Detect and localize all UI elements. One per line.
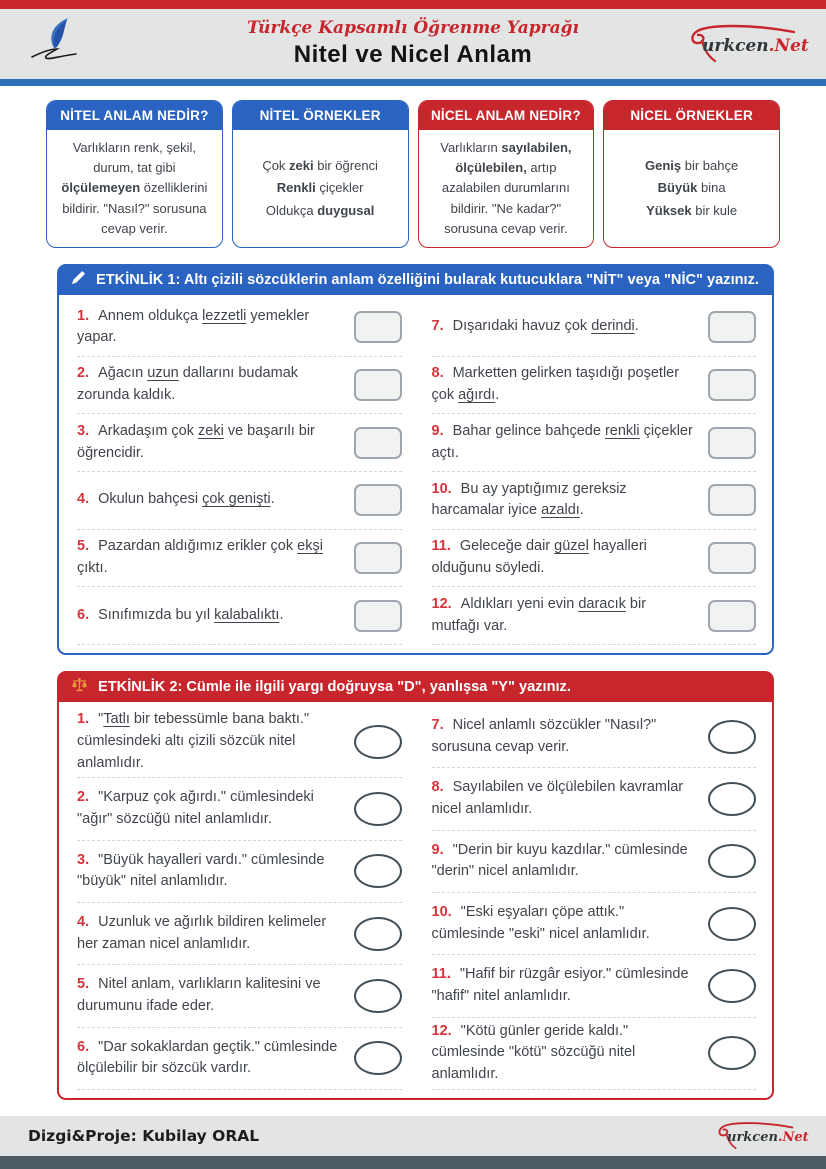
credit-text: Dizgi&Proje: Kubilay ORAL [28, 1127, 260, 1145]
text-segment: Dışarıdaki havuz çok [452, 318, 592, 335]
text-segment: Bahar gelince bahçede [452, 422, 605, 439]
top-red-strip [0, 0, 826, 9]
text-segment: Bu ay yaptığımız gereksiz harcamalar iyice [431, 480, 627, 519]
info-box [46, 100, 223, 248]
item-text [77, 536, 342, 580]
item-number: 5. [77, 976, 90, 993]
item-text [432, 536, 697, 580]
activity-item [77, 299, 402, 357]
answer-box[interactable] [708, 542, 756, 574]
answer-oval[interactable] [708, 782, 756, 816]
activity-2-header [57, 671, 774, 702]
item-text [432, 1021, 697, 1086]
text-segment: duygusal [317, 202, 375, 218]
text-segment: Nitel anlam, varlıkların kalitesini ve durumunu ifade eder. [77, 976, 321, 1014]
info-box-body [233, 130, 408, 247]
item-number: 7. [431, 716, 444, 733]
text-segment: "Hafif bir rüzgâr esiyor." cümlesinde "hafif" nitel anlamlıdır. [431, 966, 689, 1005]
text-segment: ölçülemeyen [61, 180, 141, 196]
item-text [432, 840, 697, 884]
item-number: 3. [77, 422, 90, 439]
header-band [0, 9, 826, 79]
text-segment: Oldukça [265, 202, 318, 218]
text-segment: "Eski eşyaları çöpe attık." cümlesinde "eski" nicel anlamlıdır. [431, 903, 650, 942]
text-segment: bir tebessümle bana baktı." cümlesindeki altı çizili sözcük nitel anlamlıdır. [77, 711, 310, 771]
text-segment: "Karpuz çok ağırdı." cümlesindeki "ağır" sözcüğü nitel anlamlıdır. [77, 789, 314, 827]
item-text [77, 363, 342, 407]
text-segment: yemekler yapar. [77, 307, 310, 346]
text-segment: Okulun bahçesi [98, 491, 203, 508]
info-box-line [614, 156, 769, 176]
text-segment: bina [697, 180, 726, 196]
text-segment: zeki [289, 158, 314, 174]
page-title: Nitel ve Nicel Anlam [293, 40, 533, 68]
item-number: 4. [77, 491, 90, 508]
footer-logo-text-accent: .Net [777, 1130, 809, 1145]
text-segment: derindi [591, 318, 635, 335]
answer-oval[interactable] [354, 979, 402, 1013]
activity-item [77, 472, 402, 530]
answer-oval[interactable] [708, 1036, 756, 1070]
info-box-line [243, 156, 398, 176]
info-box [603, 100, 780, 248]
text-segment: uzun [147, 365, 179, 382]
text-segment: ekşi [297, 538, 323, 555]
activity-2-right-column [432, 706, 757, 1090]
item-number: 2. [77, 789, 90, 806]
answer-box[interactable] [708, 311, 756, 343]
item-number: 8. [431, 779, 444, 796]
text-segment: ağırdı [458, 387, 496, 403]
text-segment: dallarını budamak zorunda kaldık. [77, 365, 299, 403]
text-segment: bir öğrenci [313, 158, 378, 174]
item-number: 3. [77, 851, 90, 868]
answer-oval[interactable] [354, 854, 402, 888]
activity-item [432, 299, 757, 357]
item-number: 10. [431, 480, 452, 497]
text-segment: güzel [554, 538, 589, 555]
activity-2-title: ETKİNLİK 2: Cümle ile ilgili yargı doğruysa "D", yanlışsa "Y" yazınız. [98, 678, 571, 695]
answer-box[interactable] [354, 311, 402, 343]
answer-oval[interactable] [354, 917, 402, 951]
text-segment: " [98, 711, 104, 727]
text-segment: Sayılabilen ve ölçülebilen kavramlar nicel anlamlıdır. [431, 779, 684, 818]
text-segment: Nicel anlamlı sözcükler "Nasıl?" sorusuna cevap verir. [431, 716, 657, 755]
activity-item [432, 587, 757, 645]
text-segment: bir mutfağı var. [431, 595, 647, 634]
text-segment: lezzetli [202, 307, 247, 324]
text-segment: Yüksek [646, 202, 692, 218]
info-box-line [57, 138, 212, 239]
text-segment: Sınıfımızda bu yıl [98, 606, 215, 623]
pencil-icon [71, 270, 86, 289]
text-segment: bir bahçe [681, 158, 739, 174]
item-text [77, 912, 342, 956]
answer-box[interactable] [708, 600, 756, 632]
logo-text [702, 36, 809, 56]
activity-item [432, 414, 757, 472]
answer-box[interactable] [708, 484, 756, 516]
text-segment: "Dar sokaklardan geçtik." cümlesinde ölçülebilir bir sözcük vardır. [77, 1038, 338, 1077]
item-number: 11. [431, 538, 451, 555]
item-text [432, 479, 697, 523]
activity-1-left-column [77, 299, 402, 645]
item-text [77, 787, 342, 831]
item-number: 1. [77, 711, 90, 727]
text-segment: Ağacın [98, 365, 148, 382]
info-box-title: NİTEL ANLAM NEDİR? [47, 101, 222, 130]
activity-item [77, 414, 402, 472]
turkcen-logo [682, 22, 809, 66]
footer-turkcen-logo [712, 1120, 809, 1152]
text-segment: . [279, 606, 284, 623]
title-block [144, 19, 682, 68]
answer-oval[interactable] [354, 1041, 402, 1075]
activity-item [432, 706, 757, 768]
item-number: 12. [431, 1022, 452, 1039]
answer-box[interactable] [708, 369, 756, 401]
answer-oval[interactable] [354, 725, 402, 759]
activity-1-title: ETKİNLİK 1: Altı çizili sözcüklerin anlam özelliğini bularak kutucuklara "NİT" veya "NİC" yazınız. [96, 271, 759, 288]
info-box-body [419, 130, 594, 247]
text-segment: Marketten gelirken taşıdığı poşetler çok [431, 365, 680, 403]
text-segment: kalabalıktı [214, 606, 280, 623]
item-number: 4. [77, 913, 90, 930]
blue-strip [0, 79, 826, 86]
text-segment: sayılabilen, ölçülebilen, [455, 140, 572, 176]
item-number: 12. [431, 595, 452, 612]
item-text [77, 974, 342, 1018]
item-text [432, 421, 697, 465]
text-segment: bir kule [691, 202, 738, 218]
answer-oval[interactable] [708, 969, 756, 1003]
footer-logo-text [727, 1130, 809, 1145]
text-segment: özelliklerini bildirir. "Nasıl?" sorusuna cevap verir. [62, 180, 208, 236]
answer-oval[interactable] [708, 844, 756, 878]
activity-2-left-column [77, 706, 402, 1090]
text-segment: daracık [578, 595, 626, 612]
logo-text-accent: .Net [768, 36, 809, 56]
text-segment: "Derin bir kuyu kazdılar." cümlesinde "derin" nicel anlamlıdır. [431, 841, 688, 880]
item-number: 1. [77, 307, 90, 324]
item-text [432, 902, 697, 946]
item-text [77, 605, 342, 627]
info-box-body [47, 130, 222, 247]
worksheet-subtitle: Türkçe Kapsamlı Öğrenme Yaprağı [247, 18, 579, 39]
answer-box[interactable] [354, 600, 402, 632]
item-number: 5. [77, 538, 90, 555]
info-box-line [614, 178, 769, 198]
answer-box[interactable] [708, 427, 756, 459]
text-segment: renkli [604, 422, 640, 439]
activity-item [432, 1018, 757, 1090]
info-box [418, 100, 595, 248]
activity-item [432, 530, 757, 588]
text-segment: Varlıkların [440, 140, 502, 156]
item-text [77, 489, 342, 511]
scales-icon [71, 677, 88, 697]
item-text [432, 715, 697, 759]
text-segment: çiçekler açtı. [431, 422, 693, 461]
info-box [232, 100, 409, 248]
activity-1-header [57, 264, 774, 295]
activity-2-body [57, 702, 774, 1100]
text-segment: Tatlı [103, 711, 130, 727]
item-number: 8. [431, 365, 444, 382]
text-segment: Çok [262, 158, 290, 174]
text-segment: . [270, 491, 275, 508]
activity-item [77, 587, 402, 645]
item-text [432, 594, 697, 638]
activity-item [77, 706, 402, 778]
text-segment: zeki [198, 422, 224, 439]
text-segment: . [634, 318, 639, 335]
item-number: 11. [431, 966, 451, 983]
info-box-body [604, 130, 779, 247]
answer-oval[interactable] [354, 792, 402, 826]
text-segment: "Kötü günler geride kaldı." cümlesinde "kötü" sözcüğü nitel anlamlıdır. [431, 1022, 636, 1083]
activity-item [432, 831, 757, 893]
info-box-line [243, 201, 398, 221]
answer-box[interactable] [354, 369, 402, 401]
activity-item [432, 472, 757, 530]
item-number: 7. [431, 318, 444, 335]
text-segment: ve başarılı bir öğrencidir. [77, 422, 315, 461]
item-text [77, 709, 342, 774]
activity-item [77, 1028, 402, 1090]
item-text [432, 363, 697, 407]
activity-item [432, 357, 757, 415]
activity-item [77, 357, 402, 415]
logo-text-dark: urkcen [702, 36, 769, 56]
answer-oval[interactable] [708, 907, 756, 941]
item-text [77, 306, 342, 350]
text-segment: çıktı. [77, 560, 108, 577]
text-segment: Büyük [657, 180, 698, 196]
item-text [77, 850, 342, 894]
item-text [77, 421, 342, 465]
text-segment: Renkli [276, 180, 316, 196]
activity-item [432, 768, 757, 830]
item-number: 9. [431, 422, 444, 439]
header-logo-area [24, 15, 144, 74]
answer-box[interactable] [354, 542, 402, 574]
item-number: 2. [77, 365, 90, 382]
activity-item [77, 903, 402, 965]
info-boxes-row [46, 100, 780, 248]
item-text [432, 964, 697, 1008]
answer-oval[interactable] [708, 720, 756, 754]
text-segment: Arkadaşım çok [98, 422, 199, 439]
activity-item [77, 778, 402, 840]
text-segment: Aldıkları yeni evin [460, 595, 579, 612]
answer-box[interactable] [354, 484, 402, 516]
text-segment: azaldı [541, 502, 580, 519]
text-segment: çok genişti [202, 491, 271, 508]
activity-item [432, 893, 757, 955]
item-text [432, 316, 697, 338]
text-segment: Pazardan aldığımız erikler çok [98, 538, 298, 555]
activity-item [432, 955, 757, 1017]
item-text [77, 1037, 342, 1081]
info-box-line [243, 178, 398, 198]
item-number: 6. [77, 1038, 90, 1055]
item-number: 6. [77, 606, 90, 623]
text-segment: çiçekler [315, 180, 364, 196]
activity-1-right-column [432, 299, 757, 645]
text-segment: . [495, 387, 500, 403]
info-box-title: NİTEL ÖRNEKLER [233, 101, 408, 130]
bottom-bar [0, 1156, 826, 1169]
footer-logo-text-dark: urkcen [727, 1130, 778, 1145]
text-segment: "Büyük hayalleri vardı." cümlesinde "büyük" nitel anlamlıdır. [77, 851, 325, 890]
item-text [432, 777, 697, 821]
activity-item [77, 530, 402, 588]
activity-2 [57, 671, 774, 1100]
answer-box[interactable] [354, 427, 402, 459]
info-box-line [429, 138, 584, 239]
text-segment: Uzunluk ve ağırlık bildiren kelimeler her zaman nicel anlamlıdır. [77, 913, 327, 952]
item-number: 9. [431, 841, 444, 858]
text-segment: hayalleri olduğunu söyledi. [431, 538, 647, 577]
info-box-line [614, 201, 769, 221]
quill-icon [24, 15, 102, 74]
activity-item [77, 965, 402, 1027]
text-segment: Varlıkların renk, şekil, durum, tat gibi [72, 140, 197, 176]
text-segment: . [579, 502, 584, 519]
text-segment: Annem oldukça [98, 307, 203, 324]
text-segment: artıp azalabilen durumlarını bildirir. "Ne kadar?" sorusuna cevap verir. [441, 160, 570, 236]
header [0, 0, 826, 86]
footer [0, 1116, 826, 1156]
text-segment: Geleceğe dair [459, 538, 555, 555]
item-number: 10. [431, 903, 452, 920]
activity-item [77, 841, 402, 903]
activity-1-body [57, 295, 774, 655]
info-box-title: NİCEL ÖRNEKLER [604, 101, 779, 130]
text-segment: Geniş [645, 158, 682, 174]
activity-1 [57, 264, 774, 655]
info-box-title: NİCEL ANLAM NEDİR? [419, 101, 594, 130]
